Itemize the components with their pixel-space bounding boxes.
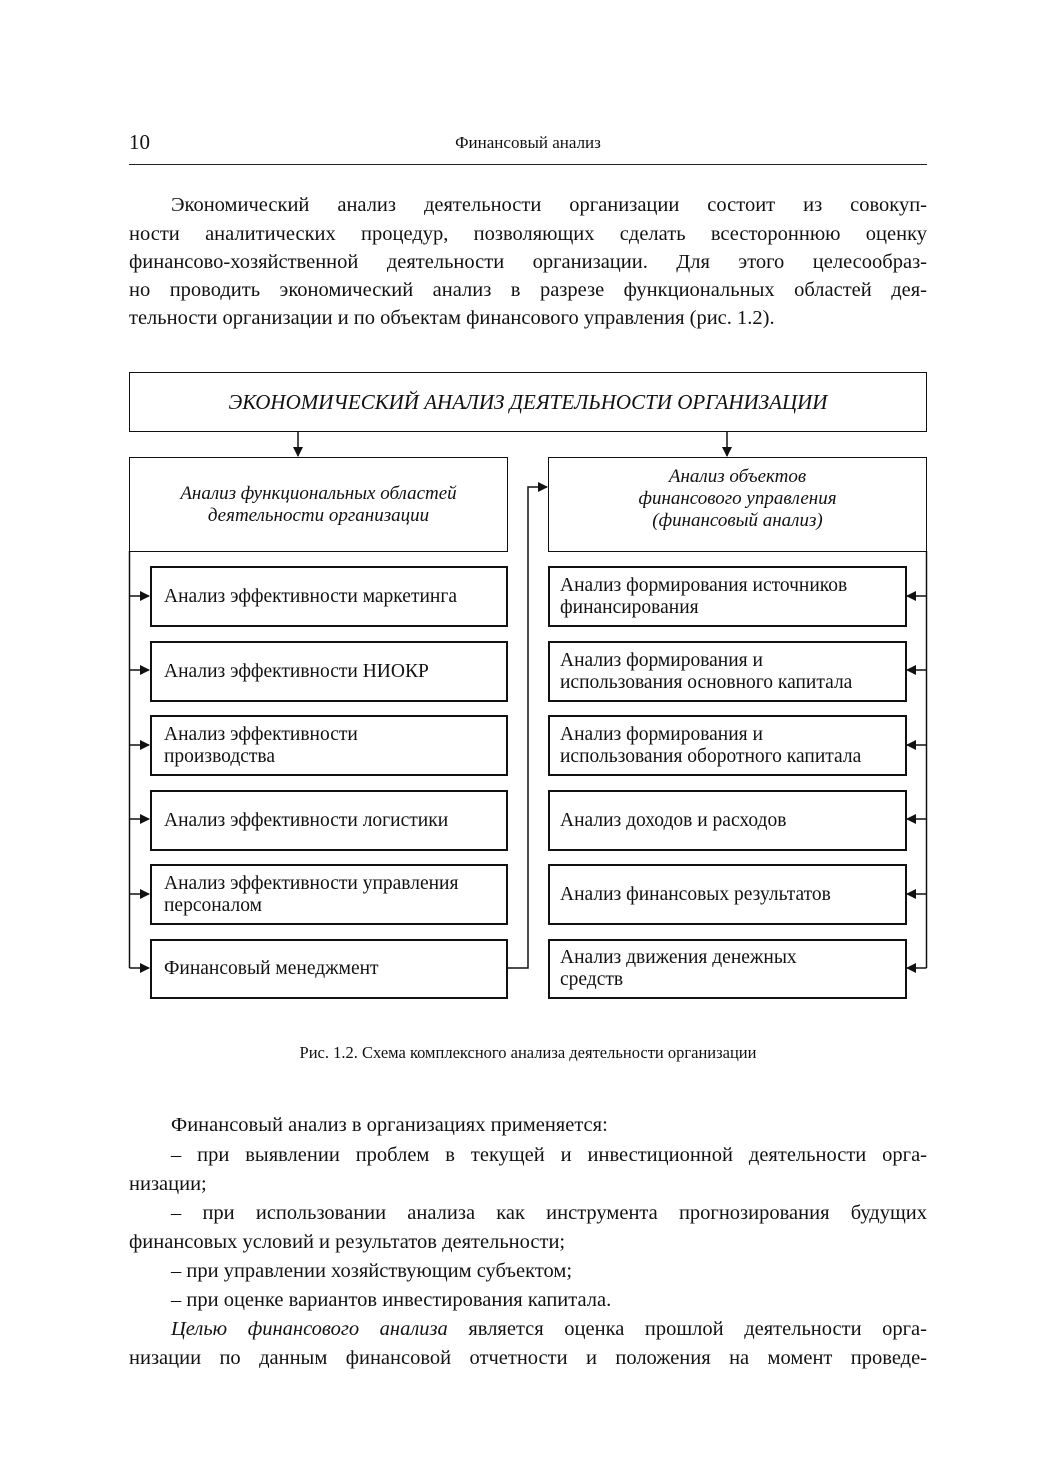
text-line: финансово-хозяйственной деятельности организации. Для этого целесообраз-: [129, 251, 927, 273]
item-label: использования оборотного капитала: [560, 745, 862, 767]
item-label: персоналом: [164, 894, 262, 916]
diagram-title: ЭКОНОМИЧЕСКИЙ АНАЛИЗ ДЕЯТЕЛЬНОСТИ ОРГАНИЗАЦИИ: [228, 390, 828, 414]
text-line: но проводить экономический анализ в разрезе функциональных областей дея-: [129, 279, 927, 301]
item-label: Анализ эффективности логистики: [164, 809, 449, 831]
item-label: средств: [560, 969, 624, 990]
left-head-line: деятельности организации: [207, 504, 430, 526]
item-label: финансирования: [560, 596, 699, 618]
goal-term: Целью финансового анализа: [171, 1318, 448, 1340]
left-head-box: [129, 457, 508, 552]
running-title: Финансовый анализ: [455, 133, 601, 152]
item-label: Анализ эффективности управления: [164, 872, 459, 894]
left-item-box: [150, 715, 508, 776]
item-label: производства: [164, 745, 276, 767]
right-item-box: [548, 641, 907, 702]
item-label: Анализ доходов и расходов: [560, 809, 787, 831]
right-head-line: Анализ объектов: [668, 465, 807, 487]
item-label: Анализ эффективности НИОКР: [164, 660, 429, 682]
item-label: использования основного капитала: [560, 671, 853, 693]
right-head-box: [548, 457, 927, 552]
right-item-box: [548, 790, 907, 851]
text-line: тельности организации и по объектам финансового управления (рис. 1.2).: [129, 307, 775, 329]
left-item-box: [150, 864, 508, 925]
item-label: Анализ формирования и: [560, 723, 763, 745]
item-label: Анализ эффективности маркетинга: [164, 585, 457, 607]
text-line: Финансовый анализ в организациях применяется:: [171, 1114, 608, 1136]
item-label: Анализ формирования и: [560, 649, 763, 671]
left-item-box: [150, 939, 508, 999]
page-number: 10: [129, 130, 150, 154]
left-item-box: [150, 566, 508, 627]
text-line: – при оценке вариантов инвестирования капитала.: [171, 1289, 612, 1311]
text-line: Экономический анализ деятельности организации состоит из совокуп-: [171, 194, 927, 216]
diagram-title-box: [129, 372, 927, 432]
text-line: низации по данным финансовой отчетности и положения на момент проведе-: [129, 1347, 927, 1369]
right-head-line: (финансовый анализ): [652, 509, 823, 531]
right-head-line: финансового управления: [638, 487, 837, 509]
item-label: Анализ движения денежных: [560, 947, 797, 968]
right-item-box: [548, 566, 907, 627]
figure-caption: Рис. 1.2. Схема комплексного анализа деятельности организации: [299, 1043, 757, 1062]
right-item-box: [548, 939, 907, 999]
text-line: – при выявлении проблем в текущей и инвестиционной деятельности орга-: [171, 1144, 927, 1166]
item-label: Анализ эффективности: [164, 723, 358, 745]
item-label: Анализ финансовых результатов: [560, 883, 831, 905]
text-line: – при управлении хозяйствующим субъектом;: [171, 1260, 573, 1282]
item-label: Финансовый менеджмент: [164, 958, 379, 979]
text-line: – при использовании анализа как инструмента прогнозирования будущих: [171, 1202, 927, 1224]
item-label: Анализ формирования источников: [560, 574, 848, 596]
text-line: ности аналитических процедур, позволяющих сделать всестороннюю оценку: [129, 223, 927, 245]
right-item-box: [548, 864, 907, 925]
text-line: финансовых условий и результатов деятельности;: [129, 1231, 566, 1253]
goal-text: является оценка прошлой деятельности орга-: [447, 1318, 927, 1340]
left-item-box: [150, 790, 508, 851]
right-item-box: [548, 715, 907, 776]
text-line: [129, 1315, 927, 1343]
text-line: низации;: [129, 1173, 207, 1195]
left-head-line: Анализ функциональных областей: [180, 482, 457, 504]
left-item-box: [150, 641, 508, 702]
